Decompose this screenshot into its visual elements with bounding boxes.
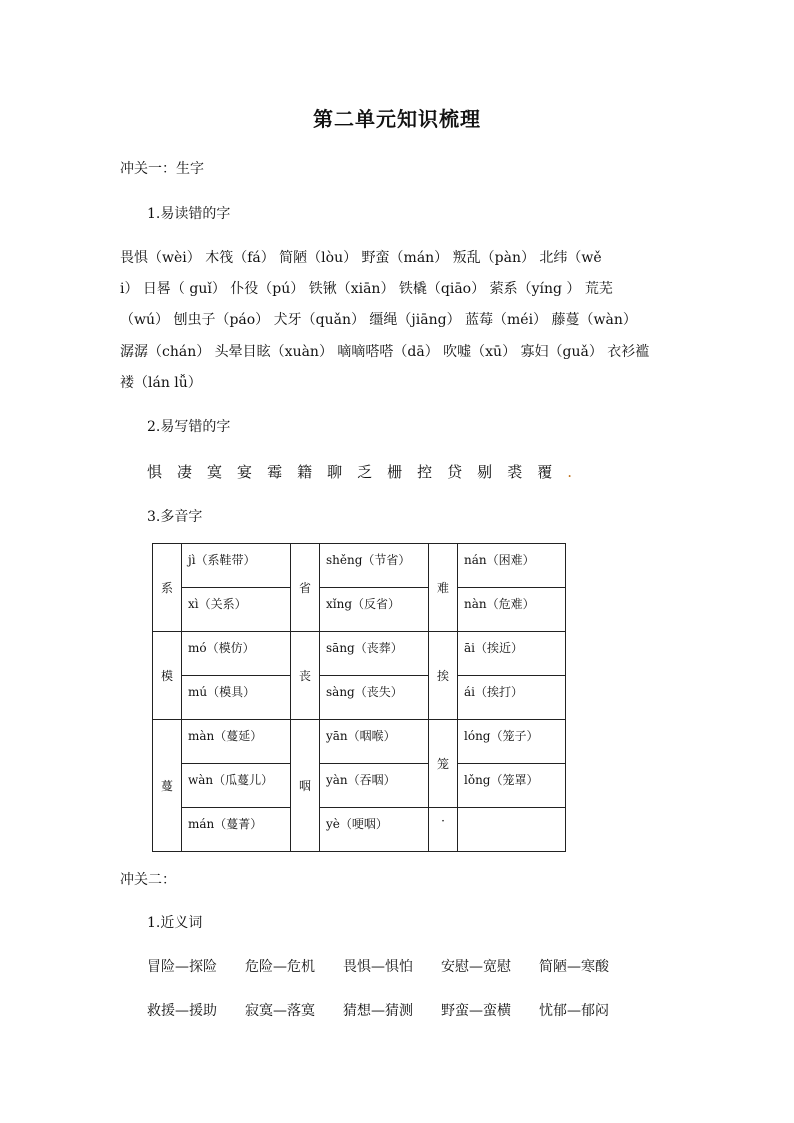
table-char: 丧: [291, 632, 320, 720]
table-cell: āi（挨近）: [458, 632, 566, 676]
table-char: 挨: [429, 632, 458, 720]
char: 惧: [147, 463, 165, 481]
synonym-pair: 寂寞—落寞: [245, 1003, 315, 1019]
table-cell: mó（模仿）: [182, 632, 291, 676]
table-row: [153, 764, 566, 808]
char: 聊: [327, 463, 345, 481]
table-cell: sāng（丧葬）: [320, 632, 429, 676]
table-cell: lóng（笼子）: [458, 720, 566, 764]
table-cell-empty: [458, 808, 566, 852]
page-title: 第二单元知识梳理: [313, 107, 481, 131]
char: 栅: [387, 463, 405, 481]
table-cell: xǐng（反省）: [320, 588, 429, 632]
subheading-synonyms: 1.近义词: [147, 915, 203, 931]
subheading-polyphonic: 3.多音字: [147, 509, 203, 525]
pinyin-line: 潺潺（chán） 头晕目眩（xuàn） 嘀嘀嗒嗒（dā） 吹嘘（xū） 寡妇（guǎ） 衣衫褴: [120, 344, 650, 360]
synonym-pair: 冒险—探险: [147, 959, 217, 975]
synonym-pair: 野蛮—蛮横: [441, 1003, 511, 1019]
stray-mark: ·: [429, 808, 458, 852]
table-char: 模: [153, 632, 182, 720]
char: 控: [417, 463, 435, 481]
char: 贷: [447, 463, 465, 481]
synonym-row: [147, 1000, 637, 1020]
table-char: 蔓: [153, 720, 182, 852]
table-cell: nán（困难）: [458, 544, 566, 588]
char: 寞: [207, 463, 225, 481]
pinyin-line: i） 日晷（ guǐ） 仆役（pú） 铁锹（xiān） 铁橇（qiāo） 萦系（yíng ） 荒芜: [120, 281, 613, 297]
char: 裘: [507, 463, 525, 481]
pinyin-line: 褛（lán lǚ）: [120, 375, 202, 391]
table-cell: shěng（节省）: [320, 544, 429, 588]
pinyin-line: （wú） 刨虫子（páo） 犬牙（quǎn） 缰绳（jiāng） 蓝莓（méi） 藤蔓（wàn）: [120, 312, 637, 328]
synonym-pair: 畏惧—惧怕: [343, 959, 413, 975]
table-cell: nàn（危难）: [458, 588, 566, 632]
table-row: [153, 544, 566, 588]
synonym-row: [147, 956, 637, 976]
table-cell: màn（蔓延）: [182, 720, 291, 764]
table-char: 咽: [291, 720, 320, 852]
pinyin-line: 畏惧（wèi） 木筏（fá） 简陋（lòu） 野蛮（mán） 叛乱（pàn） 北纬（wě: [120, 250, 602, 266]
synonym-pair: 忧郁—郁闷: [539, 1003, 609, 1019]
table-char: 难: [429, 544, 458, 632]
char: 籍: [297, 463, 315, 481]
table-cell: mán（蔓菁）: [182, 808, 291, 852]
synonym-pair: 救援—援助: [147, 1003, 217, 1019]
section-heading-1: 冲关一：生字: [120, 161, 204, 177]
synonym-pair: 猜想—猜测: [343, 1003, 413, 1019]
char: 覆: [537, 463, 555, 481]
char: 乏: [357, 463, 375, 481]
table-cell: xì（关系）: [182, 588, 291, 632]
char: 宴: [237, 463, 255, 481]
subheading-miswritten: 2.易写错的字: [147, 419, 231, 435]
table-cell: ái（挨打）: [458, 676, 566, 720]
char: 凄: [177, 463, 195, 481]
miswritten-characters: [147, 461, 574, 482]
table-row: [153, 632, 566, 676]
table-cell: jì（系鞋带）: [182, 544, 291, 588]
polyphonic-table: [152, 543, 566, 852]
synonym-pair: 安慰—宽慰: [441, 959, 511, 975]
table-cell: mú（模具）: [182, 676, 291, 720]
table-row: [153, 808, 566, 852]
end-mark: .: [567, 463, 574, 481]
table-cell: wàn（瓜蔓儿）: [182, 764, 291, 808]
synonym-pair: 简陋—寒酸: [539, 959, 609, 975]
char: 霉: [267, 463, 285, 481]
table-char: 系: [153, 544, 182, 632]
table-cell: lǒng（笼罩）: [458, 764, 566, 808]
char: 剔: [477, 463, 495, 481]
synonym-pair: 危险—危机: [245, 959, 315, 975]
subheading-misread: 1.易读错的字: [147, 206, 231, 222]
table-row: [153, 720, 566, 764]
table-row: [153, 588, 566, 632]
table-cell: yàn（吞咽）: [320, 764, 429, 808]
table-cell: yān（咽喉）: [320, 720, 429, 764]
section-heading-2: 冲关二：: [120, 872, 176, 888]
table-char: 笼: [429, 720, 458, 808]
table-row: [153, 676, 566, 720]
table-char: 省: [291, 544, 320, 632]
table-cell: yè（哽咽）: [320, 808, 429, 852]
table-cell: sàng（丧失）: [320, 676, 429, 720]
